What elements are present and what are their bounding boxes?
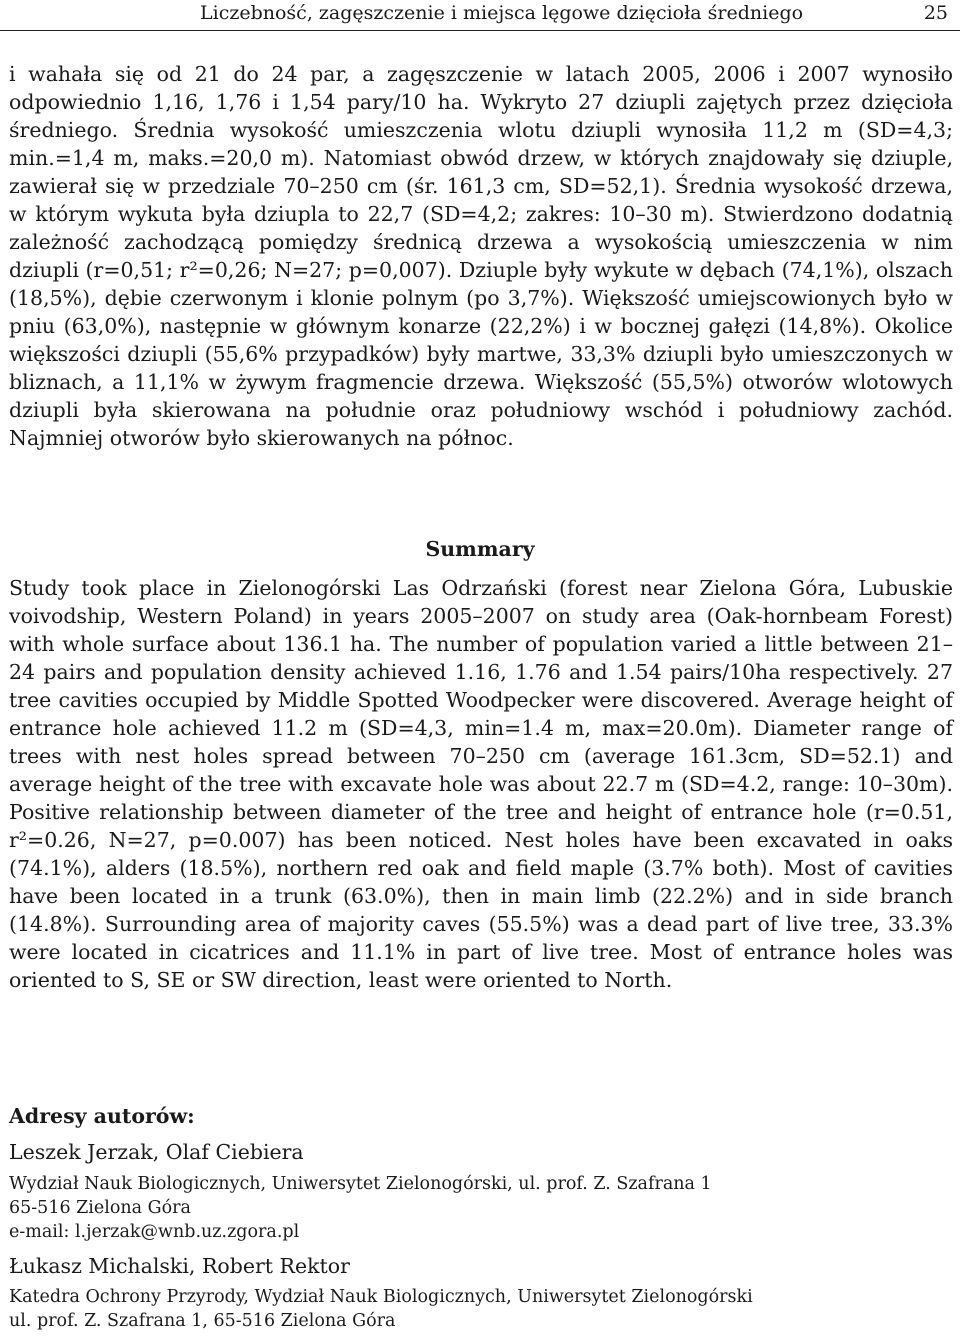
polish-results-paragraph: i wahała się od 21 do 24 par, a zagęszczenie w latach 2005, 2006 i 2007 wynosiło odpowiednio 1,16, 1,76 i 1,54 pary/10 ha. Wykryto 27 dziupli zajętych przez dzięcioła średniego. Średnia wysokość umieszczenia wlotu dziupli wynosiła 11,2 m (SD=4,3; min.=1,4 m, maks.=20,0 m). Natomiast obwód drzew, w których znajdowały się dziuple, zawierał się w przedziale 70–250 cm (śr. 161,3 cm, SD=52,1). Średnia wysokość drzewa, w którym wykuta była dziupla to 22,7 (SD=4,2; zakres: 10–30 m). Stwierdzono dodatnią zależność zachodzącą pomiędzy średnicą drzewa a wysokością umieszczenia w nim dziupli (r=0,51; r²=0,26; N=27; p=0,007). Dziuple były wykute w dębach (74,1%), olszach (18,5%), dębie czerwonym i klonie polnym (po 3,7%). Większość umiejscowionych było w pniu (63,0%), następnie w głównym konarze (22,2%) i w bocznej gałęzi (14,8%). Okolice większości dziupli (55,6% przypadków) były martwe, 33,3% dziupli było umieszczonych w bliznach, a 11,1% w żywym fragmencie drzewa. Większość (55,5%) otworów wlotowych dziupli była skierowana na południe oraz południowy wschód i południowy zachód. Najmniej otworów było skierowanych na północ. <box>9 62 953 450</box>
summary-paragraph: Study took place in Zielonogórski Las Odrzański (forest near Zielona Góra, Lubuskie voivodship, Western Poland) in years 2005–2007 on study area (Oak-hornbeam Forest) with whole surface about 136.1 ha. The number of population varied a little between 21–24 pairs and population density achieved 1.16, 1.76 and 1.54 pairs/10ha respectively. 27 tree cavities occupied by Middle Spotted Woodpecker were discovered. Average height of entrance hole achieved 11.2 m (SD=4,3, min=1.4 m, max=20.0m). Diameter range of trees with nest holes spread between 70–250 cm (average 161.3cm, SD=52.1) and average height of the tree with excavate hole was about 22.7 m (SD=4.2, range: 10–30m). Positive relationship between diameter of the tree and height of entrance hole (r=0.51, r²=0.26, N=27, p=0.007) has been noticed. Nest holes have been excavated in oaks (74.1%), alders (18.5%), northern red oak and field maple (3.7% both). Most of cavities have been located in a trunk (63.0%), then in main limb (22.2%) and in side branch (14.8%). Surrounding area of majority caves (55.5%) was a dead part of live tree, 33.3% were located in cicatrices and 11.1% in part of live tree. Most of entrance holes was oriented to S, SE or SW direction, least were oriented to North. <box>9 576 953 992</box>
author-group-1-address <box>9 1172 953 1244</box>
author-addresses-heading: Adresy autorów: <box>9 1104 195 1128</box>
author-group-2-names: Łukasz Michalski, Robert Rektor <box>9 1254 350 1278</box>
institution-line: Wydział Nauk Biologicznych, Uniwersytet Zielonogórski, ul. prof. Z. Szafrana 1 <box>9 1174 712 1194</box>
address-line: ul. prof. Z. Szafrana 1, 65-516 Zielona Góra <box>9 1311 396 1331</box>
summary-heading: Summary <box>425 537 535 561</box>
institution-line: Katedra Ochrony Przyrody, Wydział Nauk Biologicznych, Uniwersytet Zielonogórski <box>9 1287 753 1307</box>
author-group-1-names: Leszek Jerzak, Olaf Ciebiera <box>9 1140 304 1164</box>
author-group-2-address <box>9 1285 953 1333</box>
city-line: 65-516 Zielona Góra <box>9 1198 191 1218</box>
email-line: e-mail: l.jerzak@wnb.uz.zgora.pl <box>9 1222 300 1242</box>
page-number: 25 <box>923 2 948 24</box>
running-header <box>0 0 960 31</box>
running-title: Liczebność, zagęszczenie i miejsca lęgowe dzięcioła średniego <box>200 2 804 24</box>
